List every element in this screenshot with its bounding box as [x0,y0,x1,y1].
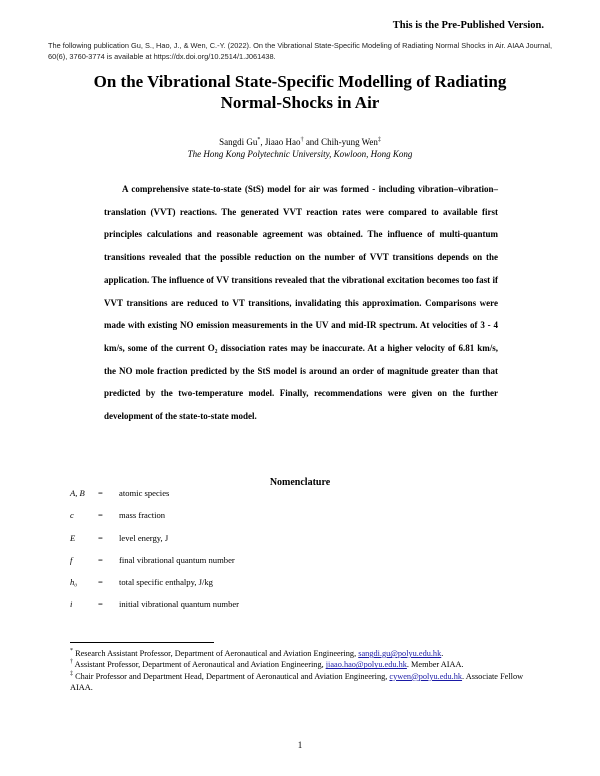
footnote-suffix: . Member AIAA. [406,660,464,670]
footnote [70,659,540,670]
nomenclature-symbol: i [70,599,73,610]
footnote-text: Chair Professor and Department Head, Department of Aeronautical and Aviation Engineering, [73,671,390,681]
footnote-suffix: . [441,649,444,658]
author-list [50,136,550,148]
author-conjunction: and [303,137,322,147]
footnote-mark: * [70,648,73,655]
nomenclature-row [70,488,470,510]
title-line-2: Normal-Shocks in Air [220,93,380,112]
author-name: Jiaao Hao [264,137,301,147]
footnotes [70,648,540,693]
nomenclature-title: Nomenclature [269,477,331,488]
nomenclature-row [70,577,470,599]
email-link[interactable]: jiaao.hao@polyu.edu.hk [325,660,407,670]
footnote-suffix: . Associate Fellow AIAA. [70,671,524,692]
nomenclature-definition: total specific enthalpy, J/kg [119,577,213,588]
page-number: 1 [297,740,303,750]
footnote-mark: ‡ [70,670,73,677]
author-name: Chih-yung Wen [321,137,378,147]
nomenclature-definition: atomic species [119,488,170,498]
abstract [104,178,498,428]
author-name: Sangdi Gu [219,137,258,147]
nomenclature-row [70,599,470,621]
nomenclature-symbol: f [70,554,73,565]
footnote [70,671,540,694]
abstract-text: A comprehensive state-to-state (StS) model for air was formed - including vibration–vibration–translation (VVT) reactions. The generated VVT reaction rates were compared to available first principles calculations and reasonable agreement was obtained. The influence of multi-quantum transitions revealed that the possible reduction on the number of VVT transitions depends on the application. The influence of VV transitions revealed that the vibrational excitation becomes too fast if VVT transitions are reduced to VT transitions, invalidating this approximation. Comparisons were made with existing NO emission measurements in the UV and mid-IR spectrum. At velocities of 3 - 4 km/s, some of the current O₂ dissociation rates may be inaccurate. At a higher velocity of 6.81 km/s, the NO mole fraction predicted by the StS model is around an order of magnitude greater than that predicted by the two-temperature model. Finally, recommendations were given on the further development of the state-to-state model. [104,184,498,422]
author-separator: , [260,137,265,147]
nomenclature-equals: = [98,554,103,565]
nomenclature-symbol: h₀ [70,577,78,588]
nomenclature-definition: final vibrational quantum number [119,554,235,565]
author-mark: * [257,137,261,143]
footnote-divider [70,642,214,643]
nomenclature-row [70,510,470,532]
nomenclature-equals: = [98,577,103,588]
nomenclature-row [70,533,470,555]
nomenclature-equals: = [98,488,103,498]
footnote-text: Assistant Professor, Department of Aeronautical and Aviation Engineering, [73,660,326,670]
nomenclature-definition: initial vibrational quantum number [119,599,240,610]
nomenclature-equals: = [98,532,103,543]
nomenclature-symbol: c [70,510,74,521]
nomenclature-equals: = [98,599,103,610]
citation-notice: The following publication Gu, S., Hao, J., & Wen, C.-Y. (2022). On the Vibrational State-Specific Modeling of Radiating Normal Shocks in Air. AIAA Journal, 60(6), 3760-3774 is available at https://dx.doi.org/10.2514/1.J061438. [48,41,553,61]
author-mark: ‡ [377,137,381,143]
footnote [70,648,540,659]
nomenclature-equals: = [98,510,103,521]
nomenclature-definition: mass fraction [119,510,166,521]
footnote-mark: † [70,659,73,666]
nomenclature-symbol: E [70,532,76,543]
email-link[interactable]: sangdi.gu@polyu.edu.hk [358,649,442,658]
nomenclature-symbol: A, B [70,488,85,498]
email-link[interactable]: cywen@polyu.edu.hk [389,671,463,681]
title-line-1: On the Vibrational State-Specific Modelling of Radiating [93,72,507,91]
nomenclature-row [70,555,470,577]
author-mark: † [300,137,304,143]
nomenclature-definition: level energy, J [119,532,169,543]
preprint-note: This is the Pre-Published Version. [392,20,544,31]
paper-title [50,71,550,113]
nomenclature-list [70,488,470,622]
affiliation: The Hong Kong Polytechnic University, Kowloon, Hong Kong [187,149,413,159]
footnote-text: Research Assistant Professor, Department of Aeronautical and Aviation Engineering, [73,649,359,658]
